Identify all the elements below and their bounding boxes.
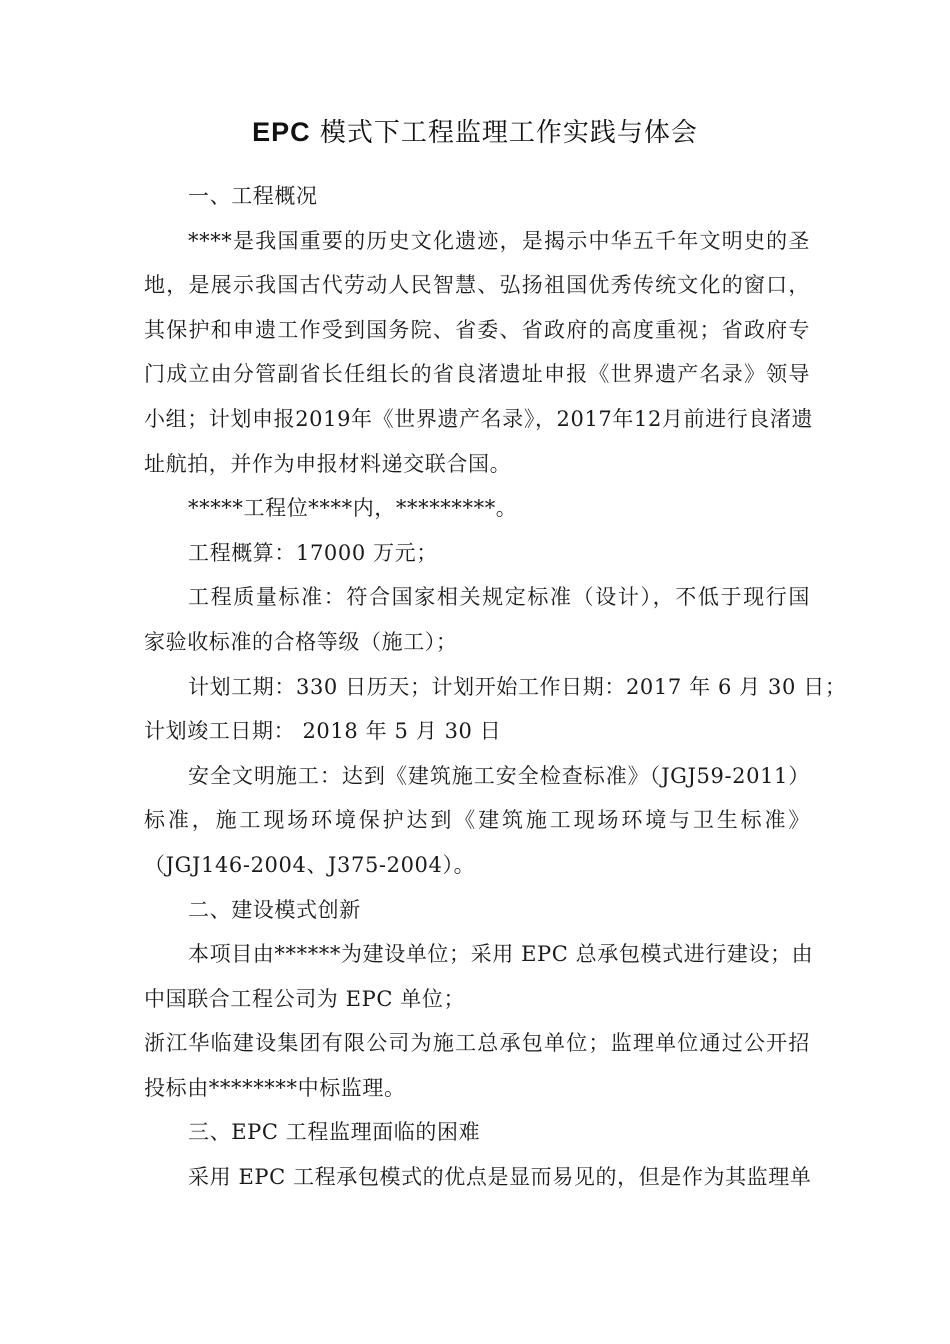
document-title [0, 110, 950, 155]
text-line: *****工程位****内，*********。 [188, 496, 518, 521]
text-line: 其保护和申遗工作受到国务院、省委、省政府的高度重视；省政府专 [144, 317, 810, 342]
text-line: 标准，施工现场环境保护达到《建筑施工现场环境与卫生标准》 [144, 808, 810, 833]
text-line: 计划竣工日期： 2018 年 5 月 30 日 [144, 719, 502, 744]
text-line: 投标由********中标监理。 [144, 1075, 406, 1100]
text-line: ****是我国重要的历史文化遗迹，是揭示中华五千年文明史的圣 [188, 228, 810, 253]
document-title-latin: EPC [252, 117, 311, 147]
paragraph [144, 932, 814, 1021]
paragraph [144, 1021, 810, 1110]
paragraph [144, 575, 810, 664]
text-line: 二、建设模式创新 [188, 897, 361, 922]
paragraph [144, 665, 847, 754]
text-line: 浙江华临建设集团有限公司为施工总承包单位；监理单位通过公开招 [144, 1031, 810, 1056]
paragraph [144, 486, 810, 531]
text-line: 家验收标准的合格等级（施工）； [144, 629, 458, 654]
paragraph [144, 531, 810, 576]
text-line: 本项目由******为建设单位；采用 EPC 总承包模式进行建设；由 [188, 942, 814, 967]
text-line: 址航拍，并作为申报材料递交联合国。 [144, 451, 512, 476]
text-line: 地，是展示我国古代劳动人民智慧、弘扬祖国优秀传统文化的窗口， [144, 273, 810, 298]
text-line: 门成立由分管副省长任组长的省良渚遗址申报《世界遗产名录》领导 [144, 362, 810, 387]
document-body [144, 174, 847, 1200]
section-heading [144, 174, 810, 219]
paragraph [144, 1155, 810, 1200]
text-line: 小组；计划申报2019年《世界遗产名录》，2017年12月前进行良渚遗 [144, 406, 814, 431]
section-heading [144, 1110, 810, 1155]
paragraph [144, 219, 814, 487]
text-line: 采用 EPC 工程承包模式的优点是显而易见的，但是作为其监理单 [188, 1165, 812, 1190]
text-line: 计划工期：330 日历天；计划开始工作日期：2017 年 6 月 30 日； [188, 674, 847, 699]
document-title-text: 模式下工程监理工作实践与体会 [319, 118, 698, 148]
text-line: （JGJ146-2004、J375-2004）。 [144, 852, 476, 877]
paragraph [144, 754, 810, 888]
text-line: 三、EPC 工程监理面临的困难 [188, 1120, 481, 1145]
text-line: 安全文明施工：达到《建筑施工安全检查标准》（JGJ59-2011） [188, 763, 810, 788]
text-line: 工程概算：17000 万元； [188, 540, 438, 565]
text-line: 工程质量标准：符合国家相关规定标准（设计），不低于现行国 [188, 585, 810, 610]
section-heading [144, 888, 810, 933]
text-line: 中国联合工程公司为 EPC 单位； [144, 986, 466, 1011]
text-line: 一、工程概况 [188, 184, 318, 208]
